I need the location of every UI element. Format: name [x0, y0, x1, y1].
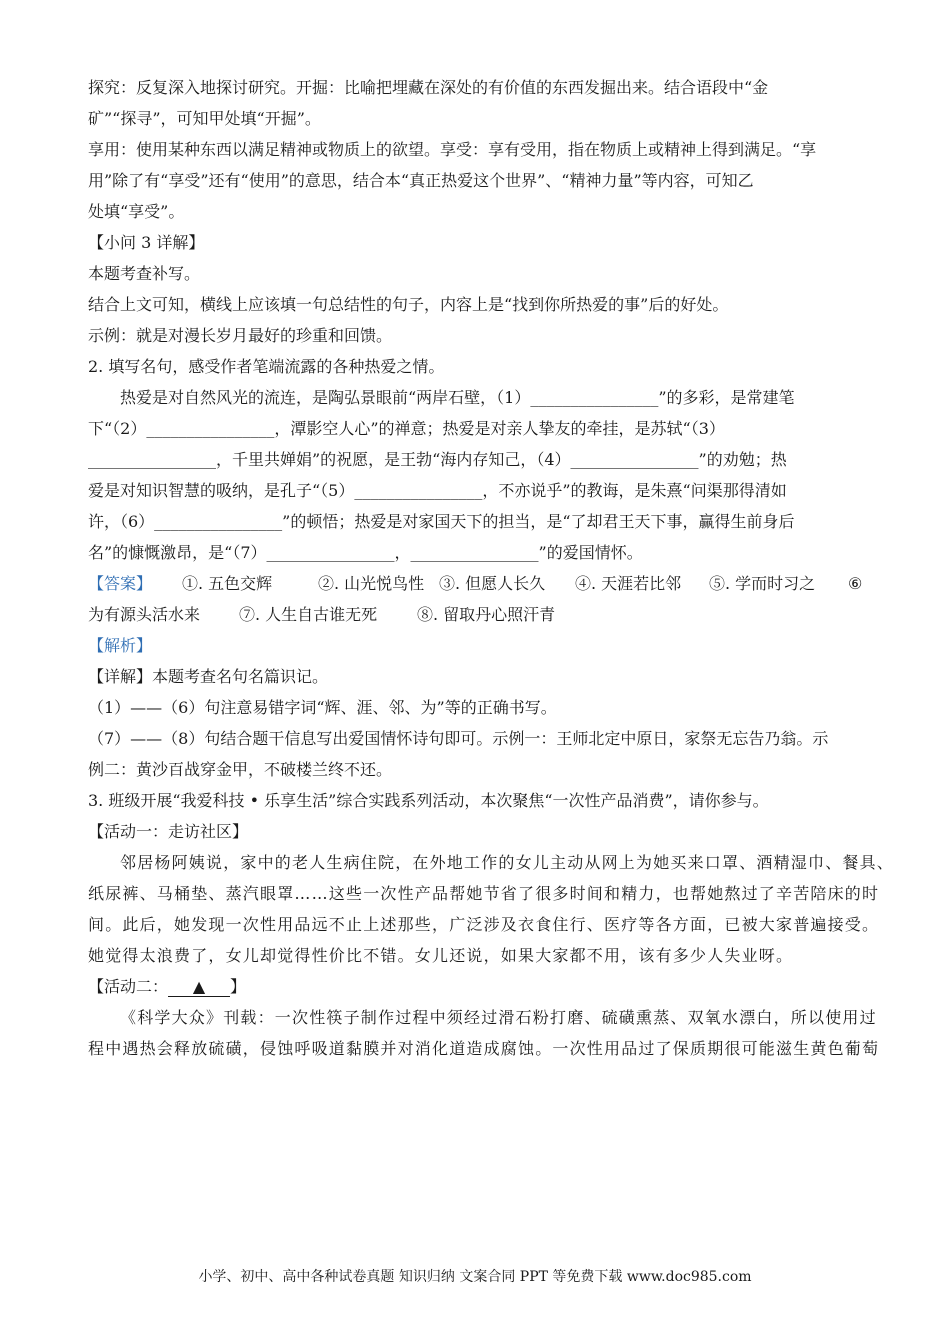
analysis-line: （1）——（6）句注意易错字词“辉、涯、邻、为”等的正确书写。 [88, 698, 557, 717]
activity-line: 纸尿裤、马桶垫、蒸汽眼罩……这些一次性产品帮她节省了很多时间和精力，也帮她熬过了辛苦陪床的时 [88, 884, 880, 903]
text-line: 本题考查补写。 [88, 264, 201, 283]
passage-line: 许，（6）________________”的顿悟；热爱是对家国天下的担当，是“了却君王天下事，赢得生前身后 [88, 512, 795, 531]
answer-item: ③. 但愿人长久 [439, 574, 546, 593]
activity-line: 《科学大众》刊载：一次性筷子制作过程中须经过滑石粉打磨、硫磺熏蒸、双氧水漂白，所以使用过 [120, 1008, 877, 1027]
passage-line: 热爱是对自然风光的流连，是陶弘景眼前“两岸石壁，（1）________________”的多彩，是常建笔 [120, 388, 795, 407]
activity-heading: 【活动一：走访社区】 [88, 822, 249, 841]
text-line: 享用：使用某种东西以满足精神或物质上的欲望。享受：享有受用，指在物质上或精神上得到满足。“享 [88, 140, 817, 159]
section-heading: 【小问 3 详解】 [88, 233, 205, 252]
analysis-line: （7）——（8）句结合题干信息写出爱国情怀诗句即可。示例一：王师北定中原日，家祭无忘告乃翁。示 [88, 729, 829, 748]
text-line: 处填“享受”。 [88, 202, 185, 221]
answer-item: ④. 天涯若比邻 [575, 574, 682, 593]
analysis-line: 例二：黄沙百战穿金甲，不破楼兰终不还。 [88, 760, 393, 779]
answer-item: ⑧. 留取丹心照汗青 [417, 605, 556, 624]
text-line: 示例：就是对漫长岁月最好的珍重和回馈。 [88, 326, 393, 345]
question-title: 3. 班级开展“我爱科技 • 乐享生活”综合实践系列活动，本次聚焦“一次性产品消费”，请你参与。 [88, 791, 769, 810]
analysis-label: 【解析】 [88, 636, 153, 655]
passage-line: 名”的慷慨激昂，是“（7）________________，________________”的爱国情怀。 [88, 543, 643, 562]
activity-line: 她觉得太浪费了，女儿却觉得性价比不错。女儿还说，如果大家都不用，该有多少人失业呀。 [88, 946, 794, 965]
analysis-line: 【详解】本题考查名句名篇识记。 [88, 667, 329, 686]
answer-item: ⑦. 人生自古谁无死 [239, 605, 378, 624]
answer-item: ②. 山光悦鸟性 [318, 574, 425, 593]
blank-triangle-mark: ▲ [168, 978, 230, 997]
document-body [88, 72, 895, 1064]
text-line: 结合上文可知，横线上应该填一句总结性的句子，内容上是“找到你所热爱的事”后的好处。 [88, 295, 729, 314]
answer-item: ⑥ [848, 574, 863, 593]
activity-line: 间。此后，她发现一次性用品远不止上述那些，广泛涉及衣食住行、医疗等各方面，已被大家普遍接受。 [88, 915, 880, 934]
activity2-suffix: 】 [230, 977, 247, 996]
activity2-prefix: 【活动二： [88, 977, 169, 996]
passage-line: 爱是对知识智慧的吸纳，是孔子“（5）________________，不亦说乎”的教诲，是朱熹“问渠那得清如 [88, 481, 787, 500]
answer-item: ⑤. 学而时习之 [709, 574, 816, 593]
answer-row [88, 599, 872, 630]
activity-line: 邻居杨阿姨说，家中的老人生病住院，在外地工作的女儿主动从网上为她买来口罩、酒精湿巾、餐具、 [120, 853, 895, 872]
answer-item: 为有源头活水来 [88, 605, 201, 624]
passage-line: ________________，千里共婵娟”的祝愿，是王勃“海内存知己，（4）________________”的劝勉；热 [88, 450, 787, 469]
answer-item: ①. 五色交辉 [182, 574, 273, 593]
activity-heading [88, 971, 872, 1002]
activity-line: 程中遇热会释放硫磺，侵蚀呼吸道黏膜并对消化道造成腐蚀。一次性用品过了保质期很可能滋生黄色葡萄 [88, 1039, 880, 1058]
passage-line: 下“（2）________________，潭影空人心”的禅意；热爱是对亲人挚友的牵挂，是苏轼“（3） [88, 419, 725, 438]
text-line: 探究：反复深入地探讨研究。开掘：比喻把埋藏在深处的有价值的东西发掘出来。结合语段中“金 [88, 78, 769, 97]
page-footer: 小学、初中、高中各种试卷真题 知识归纳 文案合同 PPT 等免费下载 www.doc985.com [198, 1269, 752, 1285]
question-title: 2. 填写名句，感受作者笔端流露的各种热爱之情。 [88, 357, 445, 376]
text-line: 用”除了有“享受”还有“使用”的意思，结合本“真正热爱这个世界”、“精神力量”等内容，可知乙 [88, 171, 754, 190]
answer-label: 【答案】 [88, 574, 153, 593]
text-line: 矿”“探寻”，可知甲处填“开掘”。 [88, 109, 321, 128]
answer-row [88, 568, 872, 599]
